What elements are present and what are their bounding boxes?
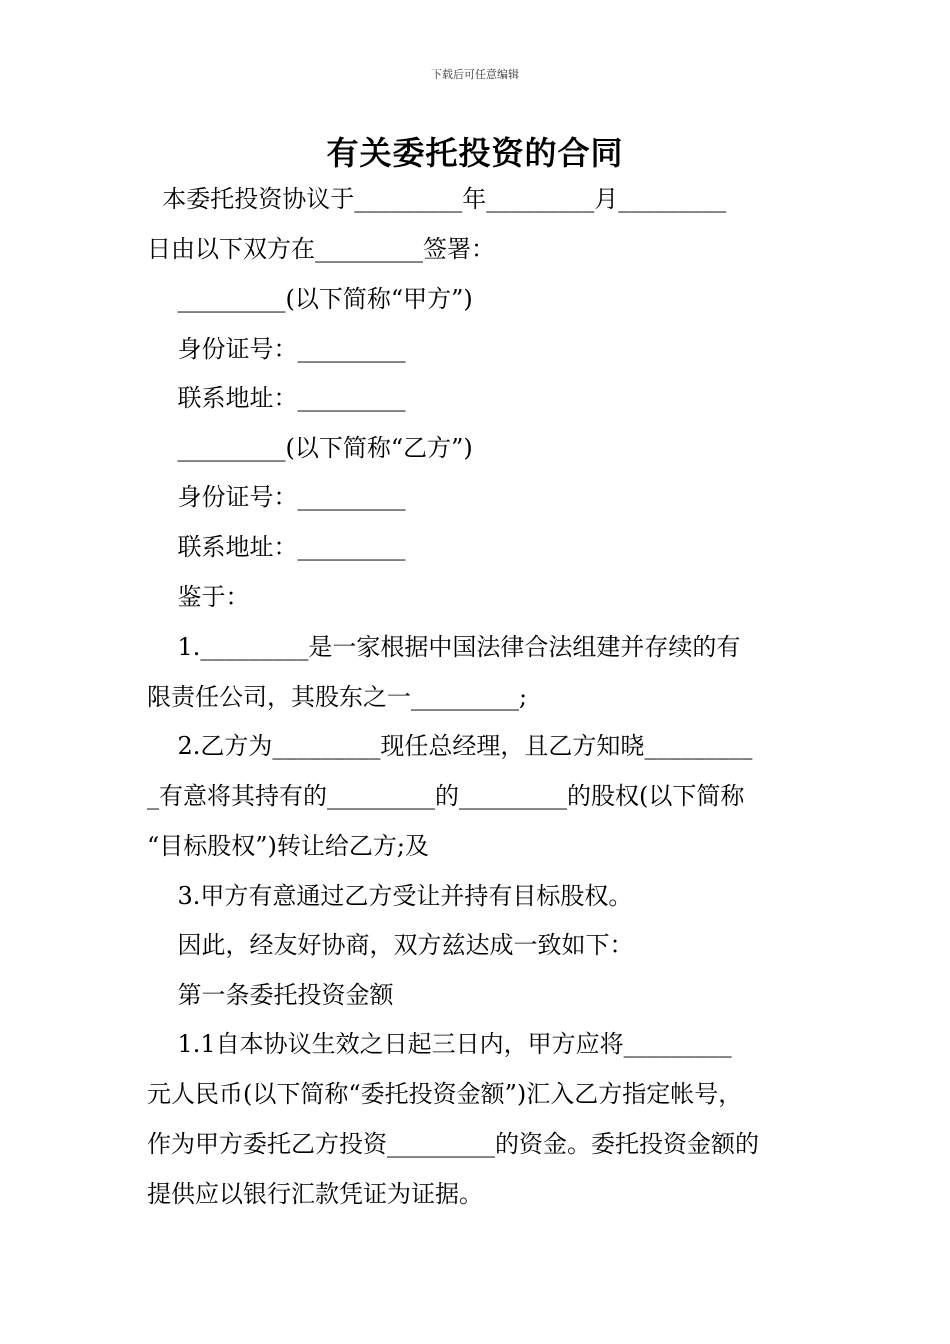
paragraph-line: 联系地址：_________: [147, 533, 406, 561]
paragraph-line: 身份证号：_________: [147, 335, 406, 363]
paragraph-line: 鉴于：: [147, 583, 250, 611]
paragraph-line: 身份证号：_________: [147, 483, 406, 511]
page-header: 下载后可任意编辑: [431, 68, 519, 81]
paragraph-line: 因此，经友好协商，双方兹达成一致如下：: [147, 931, 634, 959]
paragraph-line: 日由以下双方在_________签署：: [147, 235, 495, 263]
paragraph-line: 3.甲方有意通过乙方受让并持有目标股权。: [147, 882, 633, 910]
paragraph-line: 本委托投资协议于_________年_________月_________: [147, 185, 727, 213]
paragraph-line: 元人民币(以下简称“委托投资金额”)汇入乙方指定帐号，: [147, 1080, 743, 1108]
paragraph-line: 2.乙方为_________现任总经理，且乙方知晓_________: [147, 732, 753, 760]
paragraph-line: 作为甲方委托乙方投资_________的资金。委托投资金额的: [147, 1130, 759, 1158]
paragraph-line: 提供应以银行汇款凭证为证据。: [147, 1180, 483, 1208]
paragraph-line: 联系地址：_________: [147, 384, 406, 412]
paragraph-line: _________(以下简称“乙方”): [147, 434, 473, 462]
document-title: 有关委托投资的合同: [326, 134, 624, 172]
paragraph-line: 限责任公司，其股东之一_________;: [147, 683, 528, 711]
paragraph-line: “目标股权”)转让给乙方;及: [147, 832, 429, 860]
paragraph-line: _有意将其持有的_________的_________的股权(以下简称: [147, 782, 745, 810]
section-heading: 第一条委托投资金额: [147, 981, 394, 1009]
paragraph-line: 1._________是一家根据中国法律合法组建并存续的有: [147, 633, 741, 661]
paragraph-line: _________(以下简称“甲方”): [147, 285, 473, 313]
paragraph-line: 1.1自本协议生效之日起三日内，甲方应将_________: [147, 1030, 732, 1058]
